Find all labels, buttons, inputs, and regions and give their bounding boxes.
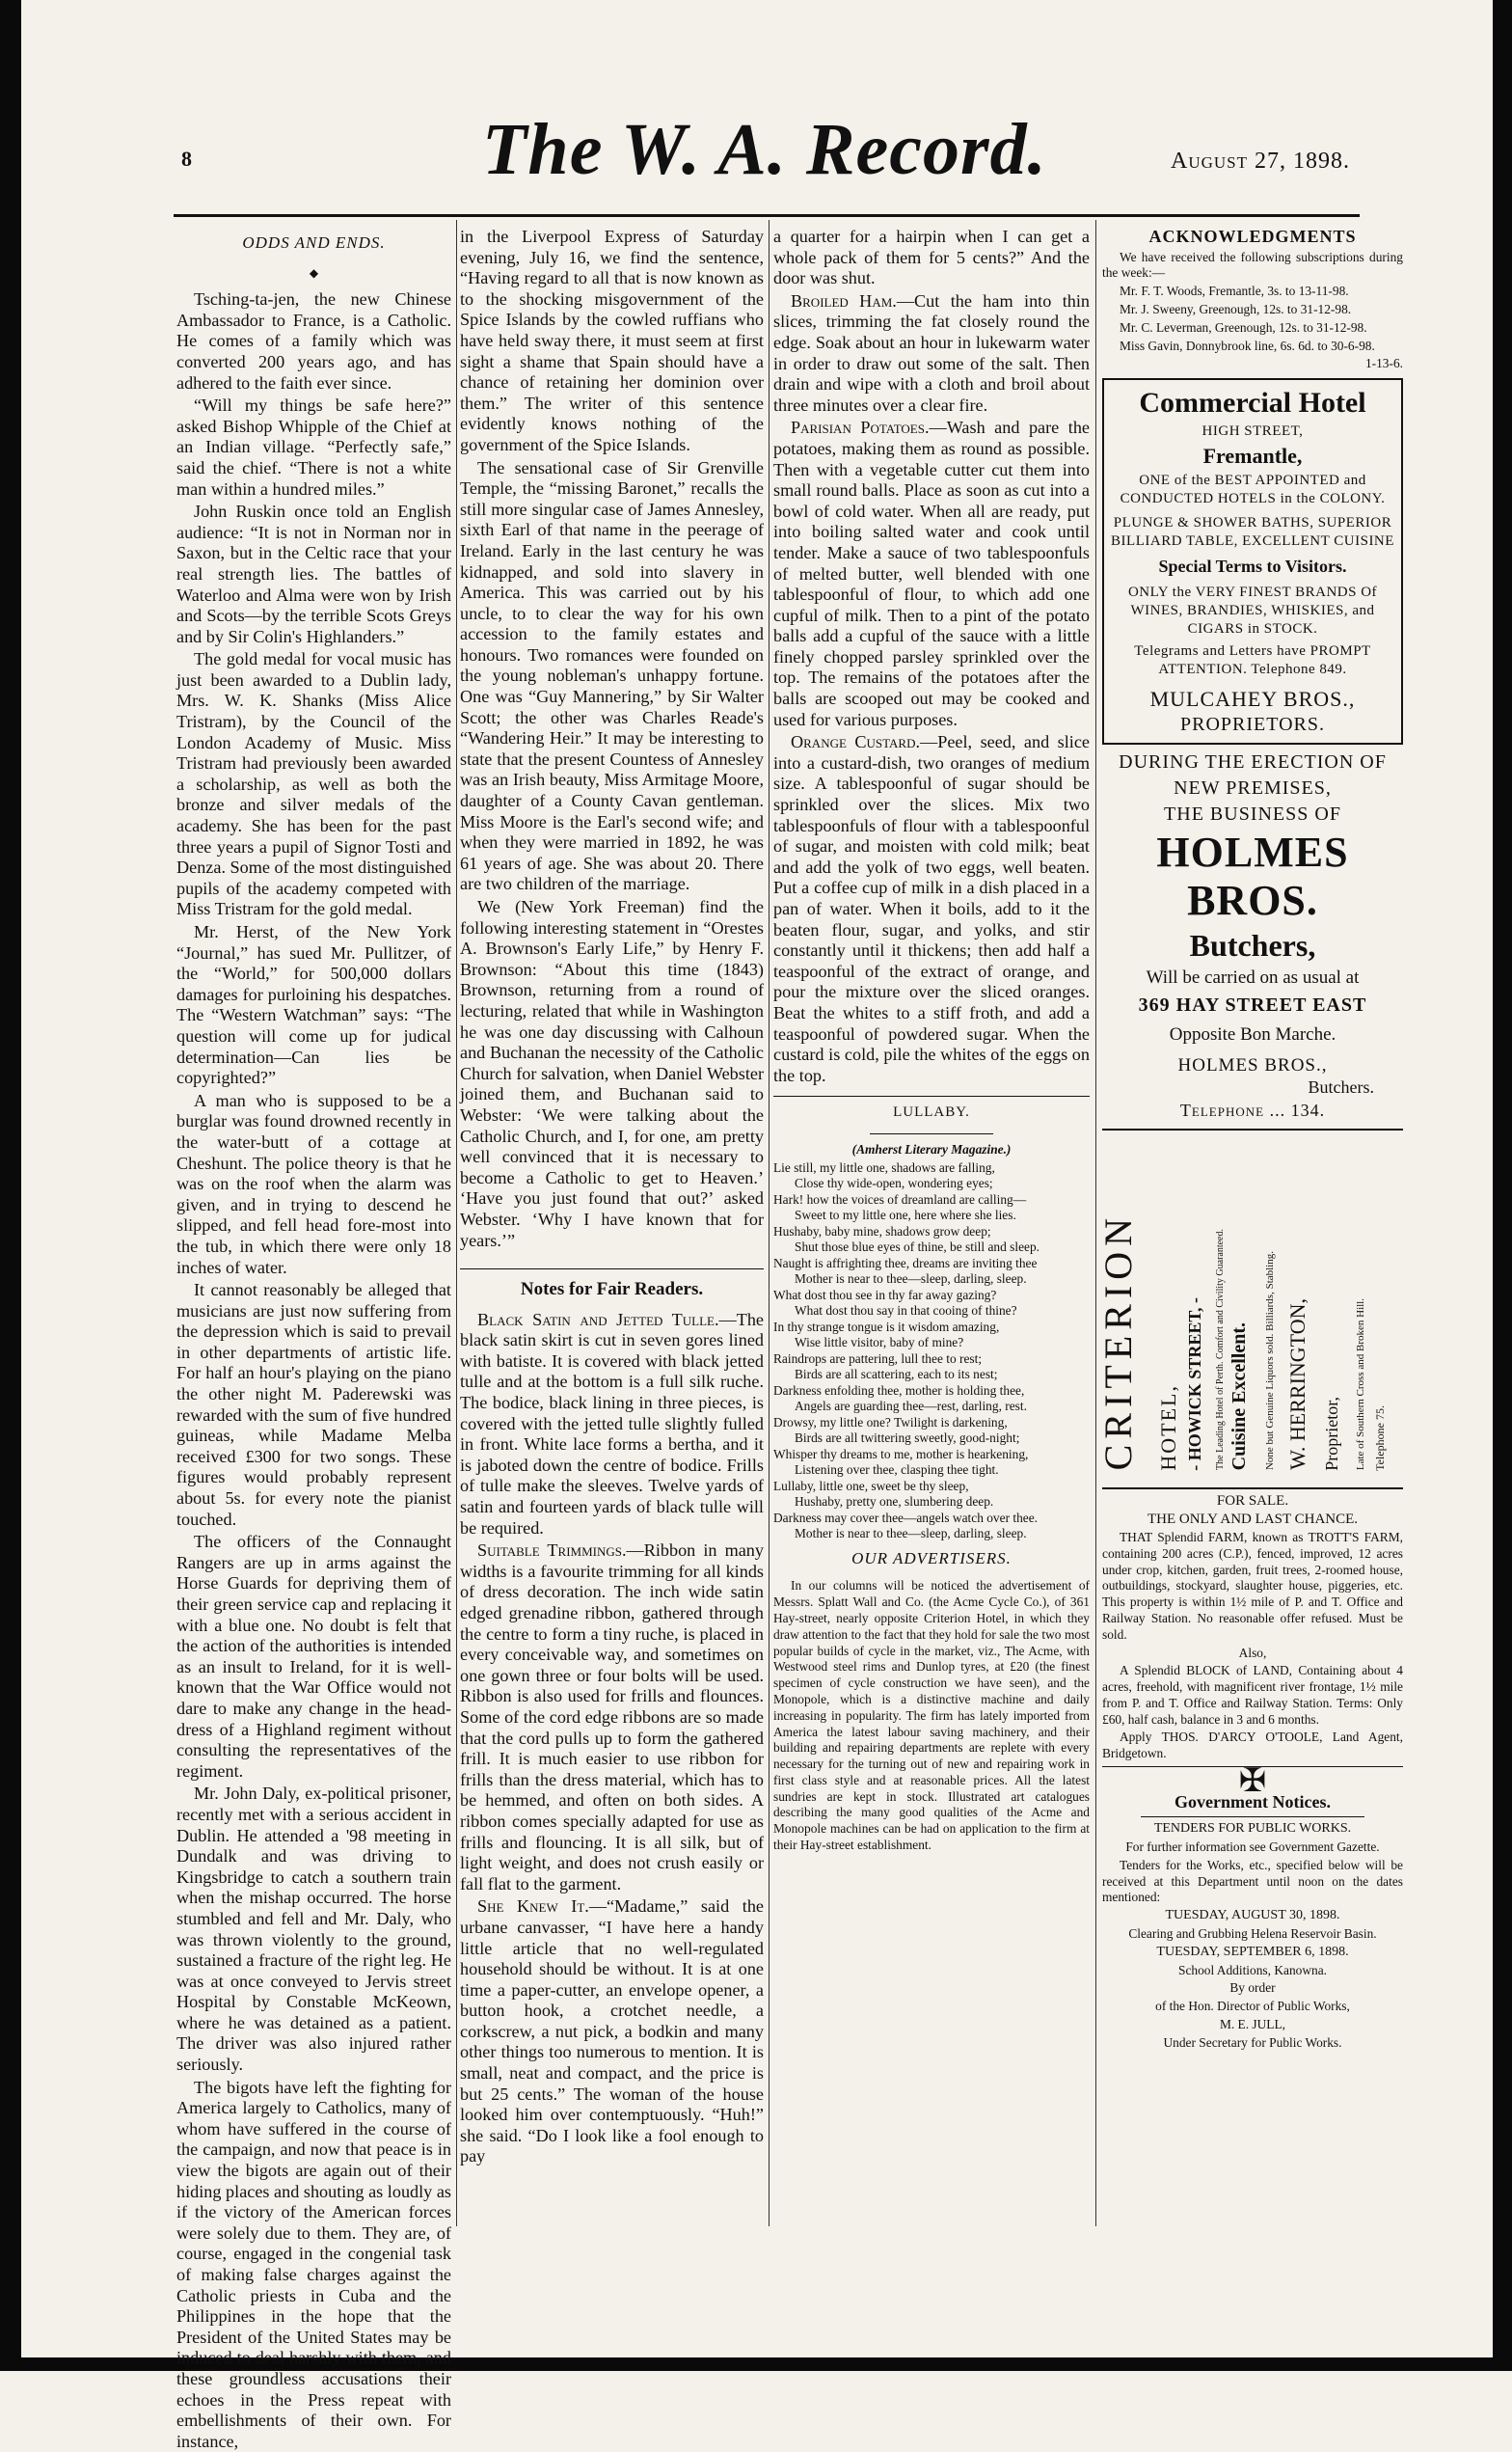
section-divider <box>870 1133 993 1134</box>
poem-line: Mother is near to thee—sleep, darling, sleep. <box>795 1526 1027 1541</box>
ornament-icon: ◆ <box>309 265 319 280</box>
criterion-liquors: None but Genuine Liquors sold. Billiards, Stabling. <box>1264 1251 1276 1471</box>
tender-date: TUESDAY, SEPTEMBER 6, 1898. <box>1156 1944 1349 1959</box>
poem-line: Listening over thee, clasping thee tight. <box>795 1462 999 1478</box>
poem-line: Wise little visitor, baby of mine? <box>795 1335 964 1350</box>
acknowledgment-ref: 1-13-6. <box>1364 356 1403 371</box>
for-sale-farm: THAT Splendid FARM, known as TROTT'S FARM, containing 200 acres (C.P.), fenced, improved, 12 acres under crop, kitchen, garden, fruit trees, 2-roomed house, outbuildings, stockyard, slaughter house, piggeries, etc. This property is within 1½ mile of P. and T. Office and Railway Station. No reasonable offer refused. Must be sold. <box>1102 1529 1403 1642</box>
masthead: The W. A. Record. <box>482 109 1047 190</box>
criterion-name: CRITERION <box>1096 1212 1140 1471</box>
criterion-hotel: HOTEL, <box>1156 1383 1180 1471</box>
poem-line: Naught is affrighting thee, dreams are inviting thee <box>773 1255 1038 1270</box>
poem-line: Raindrops are pattering, lull thee to rest; <box>773 1350 983 1366</box>
hotel-town: Fremantle, <box>1202 444 1303 469</box>
poem-line: Drowsy, my little one? Twilight is darkening, <box>773 1414 1008 1430</box>
article-paragraph <box>460 1310 764 1539</box>
criterion-proprietor: Proprietor, <box>1322 1396 1341 1471</box>
section-title: ODDS AND ENDS. <box>242 233 386 252</box>
holmes-signature: HOLMES BROS., <box>1177 1054 1328 1076</box>
poem-line: Lullaby, little one, sweet be thy sleep, <box>773 1478 969 1493</box>
advertiser-paragraph: In our columns will be noticed the advertisement of Messrs. Splatt Wall and Co. (the Acme Cycle Co.), of 361 Hay-street, nearly opposite Criterion Hotel, in which they draw attention to the fact that they hold for sale the two most popular builds of cycle in the market, viz., The Acme, with Westwood steel rims and Dunlop tyres, at £20 (the finest specimen of cycle construction we have seen), and the Monopole, which is a distinctive machine and daily increasing in popularity. The firm has lately imported from America the latest labour saving machinery, and their building and repairing departments are replete with every necessary for the turning out of new and repairing work in first class style and at reasonable prices. All the latest sundries are kept in stock. Illustrated art catalogues describing the many good qualities of the Acme and Monopole machines can be had on application to the firm at their Hay-street establishment. <box>773 1578 1090 1853</box>
commercial-hotel-ad <box>1102 378 1403 745</box>
poem-line: Lie still, my little one, shadows are falling, <box>773 1159 995 1175</box>
poem-line: Hushaby, baby mine, shadows grow deep; <box>773 1223 991 1239</box>
criterion-hotel-ad <box>1096 1129 1403 1489</box>
paragraph-body: —Ribbon in many widths is a favourite trimming for all kinds of dress decoration. The inch wide satin edged grenadine ribbon, gathered through the centre to form a tiny ruche, is placed in every conceivable way, and sometimes on one gown three or four bolts will be used. Ribbon is also used for frills and flounces. Some of the cord edge ribbons are so made that the cord pulls up to form the gathered frill. It is much easier to use ribbon for frills than the dress material, which has to be hemmed, and often on both sides. A ribbon comes specially adapted for use as frills and flouncing. It is all silk, but of light weight, and does not crush easily or fall flat to the garment. <box>460 1540 764 1893</box>
for-sale-agent: Apply THOS. D'ARCY O'TOOLE, Land Agent, Bridgetown. <box>1102 1730 1403 1761</box>
hotel-special-terms: Special Terms to Visitors. <box>1158 557 1347 577</box>
tenders-description: Tenders for the Works, etc., specified below will be received at this Department until noon on the dates mentioned: <box>1102 1857 1403 1905</box>
tenders-info: For further information see Government Gazette. <box>1125 1839 1380 1855</box>
article-paragraph <box>460 1896 764 2167</box>
paragraph-heading: Black Satin and Jetted Tulle. <box>477 1309 719 1329</box>
poem-line: In thy strange tongue is it wisdom amazing, <box>773 1319 1000 1334</box>
holmes-telephone: Telephone ... 134. <box>1179 1100 1326 1120</box>
poem-line: What dost thou say in that cooing of thine? <box>795 1303 1017 1319</box>
recipe-heading: Orange Custard. <box>791 732 921 752</box>
hotel-description: ONE of the BEST APPOINTED and CONDUCTED HOTELS in the COLONY. <box>1120 473 1386 507</box>
acknowledgment-item: Mr. F. T. Woods, Fremantle, 3s. to 13-11-98. <box>1120 284 1349 299</box>
article-paragraph: It cannot reasonably be alleged that musicians are just now suffering from the depression which is said to prevail in other departments of artistic life. For half an hour's playing on the piano the other night M. Paderewski was rewarded with the sum of five hundred guineas, while Madame Melba received £300 for two songs. These figures would probably represent about 5s. for every note the pianist touched. <box>176 1280 451 1529</box>
poem-line: Birds are all scattering, each to its nest; <box>795 1367 998 1382</box>
poem-line: Mother is near to thee—sleep, darling, sleep. <box>795 1271 1027 1287</box>
for-sale-ad <box>1102 1493 1403 1762</box>
header-rule <box>174 214 1360 217</box>
acknowledgment-item: Mr. C. Leverman, Greenough, 12s. to 31-12-98. <box>1120 319 1367 335</box>
criterion-vertical-text <box>1096 1138 1397 1476</box>
holmes-trade: Butchers, <box>1189 927 1316 963</box>
poem-line: Darkness may cover thee—angels watch over thee. <box>773 1510 1039 1525</box>
article-paragraph: Tsching-ta-jen, the new Chinese Ambassador to France, is a Catholic. He comes of a family which was converted 200 years ago, and has adhered to the faith ever since. <box>176 289 451 393</box>
hotel-telephone: Telegrams and Letters have PROMPT ATTENTION. Telephone 849. <box>1134 642 1371 677</box>
column-two <box>460 227 764 2252</box>
article-paragraph: “Will my things be safe here?” asked Bishop Whipple of the Chief at an Indian village. “Perfectly safe,” said the chief. “There is not a white man within a hundred miles.” <box>176 395 451 499</box>
poem-line: Shut those blue eyes of thine, be still and sleep. <box>795 1240 1040 1255</box>
article-paragraph: in the Liverpool Express of Saturday evening, July 16, we find the sentence, “Having regard to all that is now known as to the shocking misgovernment of the Spice Islands by the cowled ruffians who have held sway there, it must seem at first sight a shame that Spain should have a chance of retaining her dominion over them.” The writer of this sentence evidently knows nothing of the government of the Spice Islands. <box>460 227 764 454</box>
tender-signatory-title: Under Secretary for Public Works. <box>1163 2034 1342 2050</box>
acknowledgments-intro: We have received the following subscriptions during the week:— <box>1102 249 1403 281</box>
poem-line: Angels are guarding thee—rest, darling, rest. <box>795 1399 1027 1414</box>
holmes-line: NEW PREMISES, <box>1174 776 1332 799</box>
holmes-name: HOLMES BROS. <box>1156 828 1349 924</box>
recipe-heading: Parisian Potatoes. <box>791 418 930 438</box>
paragraph-body: —The black satin skirt is cut in seven gores lined with batiste. It is covered with black jetted tulle and at the bottom is a full silk ruche. The bodice, black lining in three pieces, is covered with the jetted tulle slightly fulled in front. White lace forms a bertha, and it is jaboted down the centre of bodice. Frills of tulle make the sleeves. Twelve yards of satin and fourteen yards of black tulle will be required. <box>460 1309 764 1538</box>
tender-work: School Additions, Kanowna. <box>1178 1962 1327 1977</box>
paragraph-body: —“Madame,” said the urbane canvasser, “I have here a handy little article that no well-regulated household should be without. It is at one time a paper-cutter, an envelope opener, a button hook, a crotchet needle, a corkscrew, a nut pick, a bodkin and many other things too numerous to mention. It is small, neat and compact, and the price is but 25 cents.” The woman of the house looked him over contemptuously. “Huh!” she said. “Do I look like a fool enough to pay <box>460 1896 764 2166</box>
tender-by-order: By order <box>1229 1980 1276 1996</box>
poem-line: Sweet to my little one, here where she lies. <box>795 1208 1016 1223</box>
recipe-heading: Broiled Ham. <box>791 290 897 311</box>
recipe-body: —Wash and pare the potatoes, making them as round as possible. Then with a vegetable cutter cut them into small round balls. Place as soon as cut into a bowl of cold water. When all are ready, put into boiling salted water and cook until tender. Make a sauce of two tablespoonfuls of melted butter, well blended with one tablespoonful of flour, to which add one cupful of milk. Then to a pint of the potato balls add a cupful of the sauce with a little finely chopped parsley sprinkled over the top. The remains of the potatoes after the balls are scooped out may be cooked and used for various purposes. <box>773 418 1090 729</box>
criterion-proprietor-name: W. HERRINGTON, <box>1285 1298 1310 1471</box>
recipe-body: —Cut the ham into thin slices, trimming the fat closely round the edge. Soak about an hour in lukewarm water in order to draw out some of the salt. Then drain and wipe with a cloth and broil about three minutes over a clear fire. <box>773 290 1091 415</box>
acknowledgment-item: Mr. J. Sweeny, Greenough, 12s. to 31-12-98. <box>1120 301 1352 316</box>
article-paragraph: John Ruskin once told an English audience: “It is not in Norman nor in Saxon, but in the Celtic race that your real strength lies. The battles of Waterloo and Alma were won by Irish and Scots—by the terrible Scots Greys and by Sir Colin's Highlanders.” <box>176 502 451 646</box>
column-three <box>773 227 1090 2252</box>
poem-line: Birds are all twittering sweetly, good-night; <box>795 1430 1020 1446</box>
tender-work: Clearing and Grubbing Helena Reservoir Basin. <box>1128 1926 1377 1942</box>
for-sale-subtitle: THE ONLY AND LAST CHANCE. <box>1147 1512 1359 1528</box>
acknowledgments-list <box>1102 250 1403 373</box>
acknowledgment-item: Miss Gavin, Donnybrook line, 6s. 6d. to 30-6-98. <box>1120 338 1375 353</box>
column-advertisements <box>1096 227 1403 2252</box>
acknowledgments-title: ACKNOWLEDGMENTS <box>1148 227 1357 246</box>
recipe-paragraph <box>773 418 1090 730</box>
right-scan-border <box>1493 0 1512 2371</box>
section-divider <box>460 1268 764 1269</box>
holmes-signature-trade: Butchers. <box>1308 1077 1374 1098</box>
tender-date: TUESDAY, AUGUST 30, 1898. <box>1165 1908 1340 1923</box>
criterion-telephone: Telephone 75. <box>1373 1404 1387 1471</box>
for-sale-also: Also, <box>1238 1645 1267 1660</box>
hotel-street: HIGH STREET, <box>1202 423 1304 440</box>
poem-line: Hushaby, pretty one, slumbering deep. <box>795 1494 994 1510</box>
for-sale-land: A Splendid BLOCK of LAND, Containing about 4 acres, freehold, with magnificent river frontage, 1½ mile from P. and T. Office and Railway Station. Terms: Only £60, half cash, balance in 3 and 6 months. <box>1102 1663 1403 1727</box>
article-paragraph: Mr. John Daly, ex-political prisoner, recently met with a serious accident in Dublin. He attended a '98 meeting in Dundalk and was driving to Kingsbridge to catch a southern train when the mishap occurred. The horse stumbled and fell and Mr. Daly, who was thrown violently to the ground, sustained a fracture of the right leg. He was at once conveyed to Jervis street Hospital by Constable McKeown, where he was detained as a patient. The driver was also injured rather seriously. <box>176 1784 451 2075</box>
section-title: OUR ADVERTISERS. <box>851 1548 1012 1567</box>
poem-title: LULLABY. <box>893 1104 970 1121</box>
tender-authority: of the Hon. Director of Public Works, <box>1155 1999 1350 2014</box>
crest-icon: ✠ <box>1238 1763 1267 1800</box>
article-paragraph: A man who is supposed to be a burglar was found drowned recently in the water-butt of a cottage at Cheshunt. The police theory is that he was on the roof when the alarm was given, and in trying to descend he slipped, and fell head fore-most into the tub, in which there were only 18 inches of water. <box>176 1090 451 1277</box>
holmes-line: DURING THE ERECTION OF <box>1119 750 1387 773</box>
issue-date: August 27, 1898. <box>1170 149 1350 174</box>
tender-signatory: M. E. JULL, <box>1219 2017 1286 2032</box>
holmes-bros-ad <box>1102 750 1403 1122</box>
section-divider <box>773 1096 1090 1097</box>
article-paragraph: The bigots have left the fighting for America largely to Catholics, many of whom have suffered in the course of the campaign, and now that peace is in view the bigots are again out of their hiding places and shouting as loudly as if the victory of the American forces were solely due to them. They are, of course, engaged in the congenial task of making false charges against the Catholic priests in Cuba and the Philippines in the hope that the President of the United States may be induced to deal harshly with them, and these groundless accusations their echoes in the Press repeat with embellishments of their own. For instance, <box>176 2077 451 2451</box>
government-notices <box>1102 1821 1403 2051</box>
recipe-paragraph <box>773 732 1090 1086</box>
poem-line: Whisper thy dreams to me, mother is hearkening, <box>773 1446 1029 1461</box>
criterion-cuisine: Cuisine Excellent. <box>1228 1321 1250 1471</box>
hotel-proprietors: PROPRIETORS. <box>1179 713 1325 735</box>
hotel-brands: ONLY the VERY FINEST BRANDS Of WINES, BRANDIES, WHISKIES, and CIGARS in STOCK. <box>1127 584 1378 637</box>
holmes-line: Opposite Bon Marche. <box>1169 1023 1336 1045</box>
poem-line: Darkness enfolding thee, mother is holding thee, <box>773 1382 1025 1398</box>
holmes-address: 369 HAY STREET EAST <box>1138 994 1367 1017</box>
article-paragraph: The officers of the Connaught Rangers are up in arms against the Horse Guards for depriving them of their green service cap and replacing it with a blue one. No doubt is felt that the action of the authorities is intended as an insult to Ireland, for it is well-known that the War Office would not dare to make any change in the head-dress of a Highland regiment without consulting the representatives of the regiment. <box>176 1532 451 1781</box>
hotel-name: Commercial Hotel <box>1139 387 1366 420</box>
recipe-paragraph <box>773 291 1090 417</box>
for-sale-title: FOR SALE. <box>1216 1493 1289 1510</box>
hotel-amenities: PLUNGE & SHOWER BATHS, SUPERIOR BILLIARD TABLE, EXCELLENT CUISINE <box>1111 515 1394 550</box>
poem-source: (Amherst Literary Magazine.) <box>851 1141 1012 1157</box>
page-header <box>174 108 1418 214</box>
paragraph-heading: Suitable Trimmings. <box>477 1540 627 1561</box>
poem-line: Hark! how the voices of dreamland are calling— <box>773 1191 1027 1207</box>
paragraph-heading: She Knew It. <box>477 1896 589 1917</box>
left-scan-border <box>0 0 21 2371</box>
poem-line: Close thy wide-open, wondering eyes; <box>795 1176 993 1191</box>
holmes-line: Will be carried on as usual at <box>1146 967 1360 988</box>
criterion-late-of: Late of Southern Cross and Broken Hill. <box>1355 1298 1366 1471</box>
recipe-body: —Peel, seed, and slice into a custard-dish, two oranges of medium size. A tablespoonful of sugar should be sprinkled over the slices. Mix two tablespoonfuls of flour with a tablespoonful of sugar, and moisten with cold milk; beat and add the yolk of two eggs, well beaten. Put a coffee cup of milk in a dish placed in a pan of water. When it boils, add to it the beaten flour, sugar, and yolks, and stir constantly until it thickens; then add half a teaspoonful of the extract of orange, and pour the mixture over the sliced oranges. Beat the whites to a stiff froth, and add a teaspoonful of powdered sugar. When the custard is cold, pile the whites of the eggs on the top. <box>773 732 1090 1085</box>
poem-line: What dost thou see in thy far away gazing? <box>773 1287 997 1302</box>
criterion-tagline: The Leading Hotel of Perth. Comfort and Civility Guaranteed. <box>1215 1229 1226 1471</box>
section-title: Notes for Fair Readers. <box>520 1279 704 1300</box>
column-divider <box>456 220 457 2226</box>
criterion-street: - HOWICK STREET, - <box>1185 1296 1204 1471</box>
column-odds-and-ends <box>176 227 451 2451</box>
poem-lullaby <box>773 1160 1090 1542</box>
government-notices-title: Government Notices. <box>1141 1792 1364 1818</box>
column-divider <box>769 220 770 2226</box>
article-paragraph: The gold medal for vocal music has just been awarded to a Dublin lady, Mrs. W. K. Shanks (Miss Alice Tristram), by the Council of the London Academy of Music. Miss Tristram had previously been awarded a scholarship, as well as both the bronze and silver medals of the academy. She has been for the past three years a pupil of Signor Tosti and Denza. Some of the most distinguished pupils of the academy competed with Miss Tristram for the gold medal. <box>176 649 451 919</box>
article-paragraph: Mr. Herst, of the New York “Journal,” has sued Mr. Pullitzer, of the “World,” for 500,000 dollars damages for purloining his despatches. The “Western Watchman” says: “The question will come up for judical determination—Can lies be copyrighted?” <box>176 922 451 1088</box>
article-paragraph <box>460 1540 764 1894</box>
page-number: 8 <box>181 147 192 171</box>
hotel-owner: MULCAHEY BROS., <box>1149 686 1356 711</box>
article-paragraph: a quarter for a hairpin when I can get a whole pack of them for 5 cents?” And the door was shut. <box>773 227 1090 288</box>
article-paragraph: The sensational case of Sir Grenville Temple, the “missing Baronet,” recalls the still more singular case of James Annesley, sixth Earl of that name in the peerage of Ireland. Early in the last century he was kidnapped, and sold into slavery in America. This was carried out by his uncle, to to clear the way for his own accession to the family estates and honours. Two romances were founded on the young nobleman's unhappy fortune. One was “Guy Mannering,” by Sir Walter Scott; the other was Charles Reade's “Wandering Heir.” It may be interesting to state that the present Countess of Annesley was an Irish beauty, Miss Armitage Moore, daughter of a County Cavan gentleman. Miss Moore is the Earl's second wife; and when they were married in 1892, he was 61 years of age. She was about 20. There are two children of the marriage. <box>460 457 764 894</box>
tenders-title: TENDERS FOR PUBLIC WORKS. <box>1153 1821 1352 1837</box>
holmes-line: THE BUSINESS OF <box>1164 803 1341 825</box>
article-paragraph: We (New York Freeman) find the following interesting statement in “Orestes A. Brownson's Early Life,” by Henry F. Brownson: “About this time (1843) Brownson, returning from a round of lecturing, related that while in Washington he was one day discussing with Calhoun and Buchanan the necessity of the Catholic Church for salvation, when Daniel Webster joined them, and Buchanan said to Webster: ‘We were talking about the Catholic Church, and I, for one, am pretty well convinced that it is necessary to become a Catholic to get to Heaven.’ ‘Have you just found that out?’ asked Webster. ‘Why I have known that for years.’” <box>460 897 764 1250</box>
